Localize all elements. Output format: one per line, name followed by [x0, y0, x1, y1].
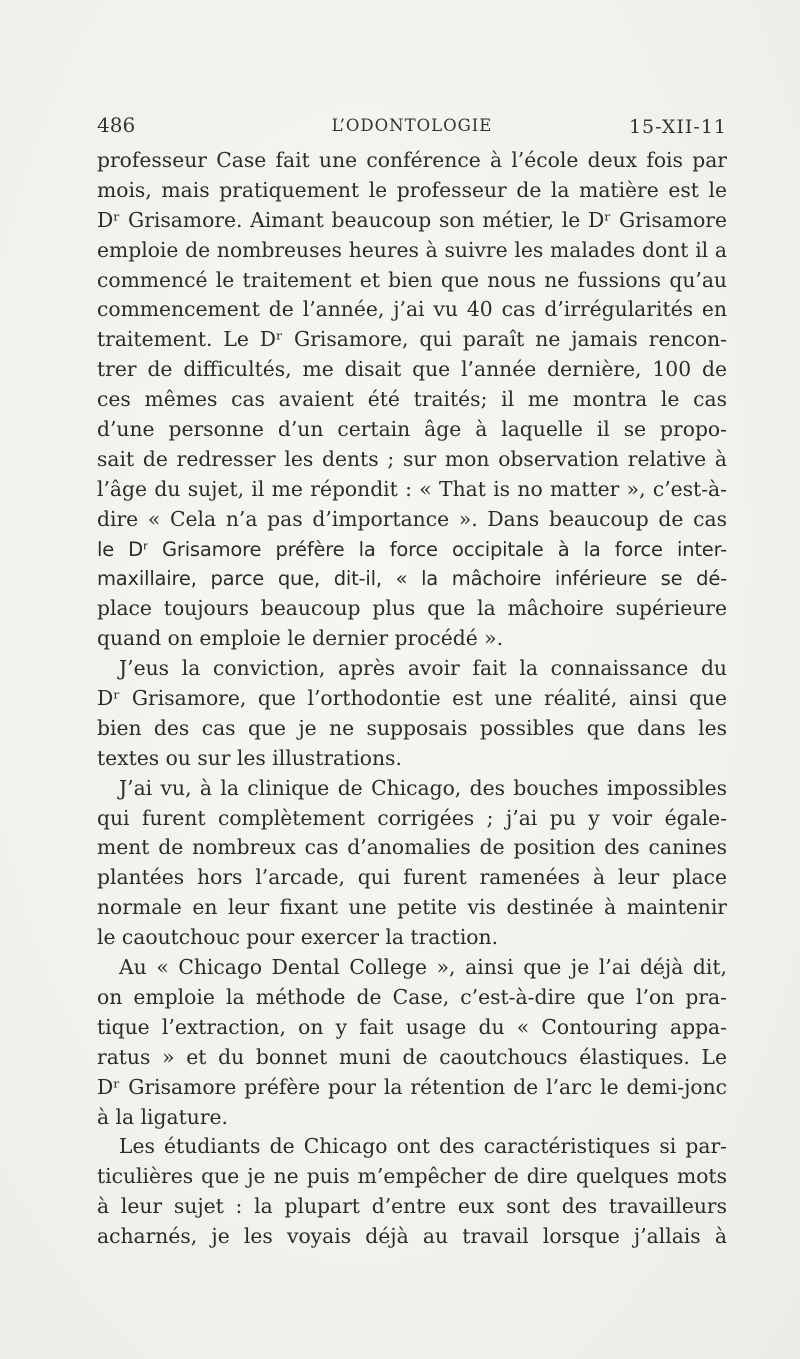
issue-date: 15-XII-11 [628, 116, 727, 138]
text-line: ratus » et du bonnet muni de caoutchoucs élastiques. Le [97, 1044, 727, 1069]
text-line: qui furent complètement corrigées ; j’ai pu y voir égale- [97, 805, 727, 830]
text-line: J’ai vu, à la clinique de Chicago, des bouches impossibles [119, 775, 727, 800]
text-line: place toujours beaucoup plus que la mâchoire supérieure [97, 596, 727, 621]
running-header [97, 113, 727, 143]
text-line: dire « Cela n’a pas d’importance ». Dans beaucoup de cas [97, 506, 727, 531]
text-line: tique l’extraction, on y fait usage du « Contouring appa- [97, 1014, 727, 1039]
text-line: professeur Case fait une conférence à l’école deux fois par [97, 148, 727, 172]
text-line: Dʳ Grisamore. Aimant beaucoup son métier, le Dʳ Grisamore [97, 207, 727, 232]
text-line: à leur sujet : la plupart d’entre eux sont des travailleurs [97, 1194, 727, 1219]
text-line: emploie de nombreuses heures à suivre les malades dont il a [97, 237, 727, 262]
text-line: le caoutchouc pour exercer la traction. [97, 925, 499, 950]
text-line: bien des cas que je ne supposais possibles que dans les [97, 715, 727, 740]
text-line: ticulières que je ne puis m’empêcher de dire quelques mots [97, 1164, 727, 1189]
text-line: textes ou sur les illustrations. [97, 745, 402, 770]
text-line: J’eus la conviction, après avoir fait la connaissance du [119, 656, 727, 681]
text-line: à la ligature. [97, 1104, 228, 1129]
text-line: sait de redresser les dents ; sur mon observation relative à [97, 446, 727, 471]
text-line: on emploie la méthode de Case, c’est-à-dire que l’on pra- [97, 984, 727, 1009]
text-line: d’une personne d’un certain âge à laquelle il se propo- [97, 417, 727, 442]
text-line: plantées hors l’arcade, qui furent ramenées à leur place [97, 865, 727, 890]
text-line: acharnés, je les voyais déjà au travail lorsque j’allais à [97, 1224, 727, 1249]
journal-title: L’ODONTOLOGIE [331, 116, 493, 135]
text-line: trer de difficultés, me disait que l’année dernière, 100 de [97, 357, 727, 382]
text-line: normale en leur fixant une petite vis destinée à maintenir [97, 895, 727, 920]
text-line: l’âge du sujet, il me répondit : « That is no matter », c’est-à- [97, 476, 727, 501]
text-line: Dʳ Grisamore préfère pour la rétention de l’arc le demi-jonc [97, 1074, 727, 1099]
text-line: commencement de l’année, j’ai vu 40 cas d’irrégularités en [97, 297, 727, 322]
text-line: Au « Chicago Dental College », ainsi que je l’ai déjà dit, [119, 955, 727, 980]
text-line: mois, mais pratiquement le professeur de la matière est le [97, 177, 727, 202]
text-line: traitement. Le Dʳ Grisamore, qui paraît ne jamais rencon- [97, 327, 727, 352]
text-line: ment de nombreux cas d’anomalies de position des canines [97, 835, 727, 860]
text-line: quand on emploie le dernier procédé ». [97, 626, 504, 651]
text-line: Les étudiants de Chicago ont des caractéristiques si par- [119, 1134, 727, 1159]
text-line: commencé le traitement et bien que nous ne fussions qu’au [97, 267, 727, 292]
body-text [97, 146, 727, 1252]
page-number: 486 [97, 113, 136, 137]
text-line: ces mêmes cas avaient été traités; il me montra le cas [97, 387, 727, 412]
text-line: maxillaire, parce que, dit-il, « la mâchoire inférieure se dé- [97, 567, 727, 591]
text-line: Dʳ Grisamore, que l’orthodontie est une réalité, ainsi que [97, 686, 727, 711]
text-line: le Dʳ Grisamore préfère la force occipitale à la force inter- [97, 537, 727, 561]
